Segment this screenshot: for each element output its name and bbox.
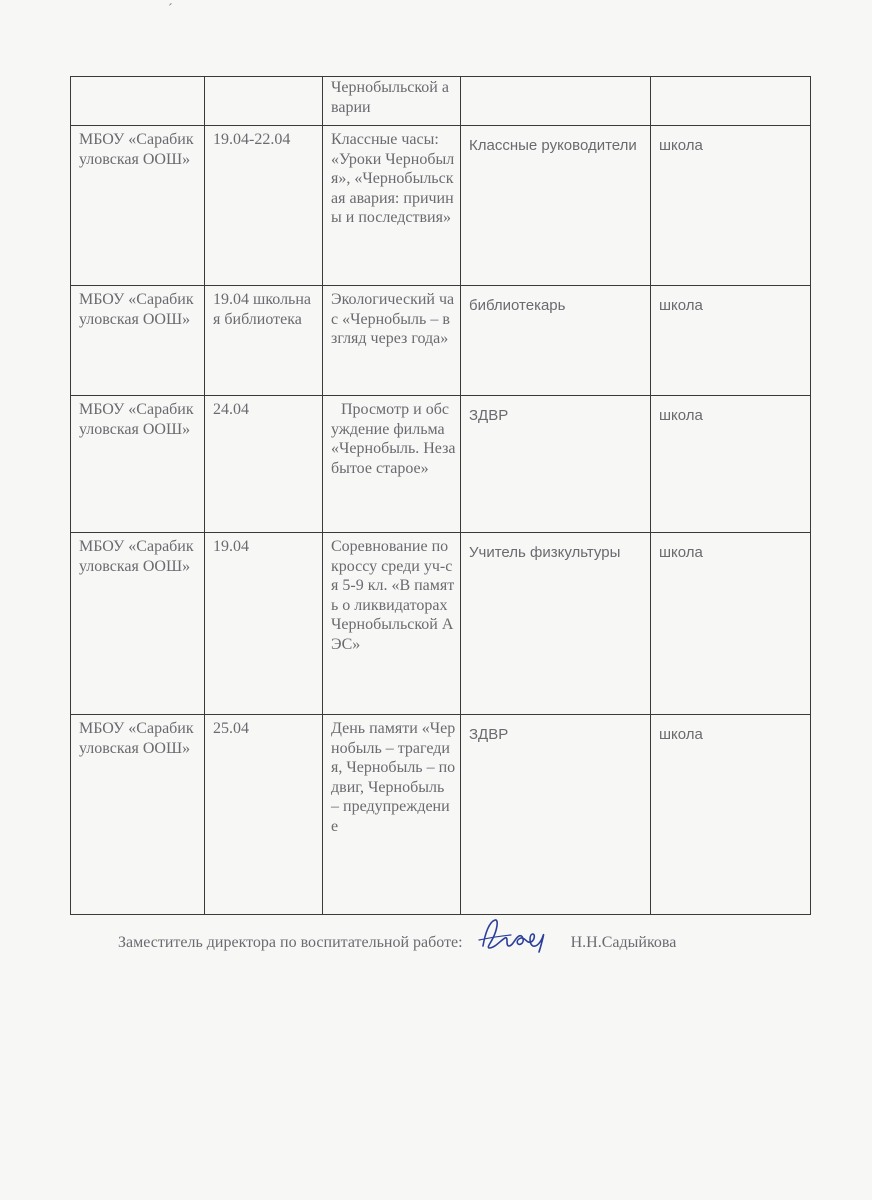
place-cell: школа (651, 715, 811, 915)
date-cell: 24.04 (205, 396, 323, 533)
event-cell: Экологический час «Чернобыль – взгляд через года» (323, 286, 461, 396)
org-cell: МБОУ «Сарабикуловская ООШ» (71, 396, 205, 533)
event-cell: Соревнование по кроссу среди уч-ся 5-9 кл. «В память о ликвидаторах Чернобыльской АЭС» (323, 533, 461, 715)
event-cell: День памяти «Чернобыль – трагедия, Чернобыль – подвиг, Чернобыль – предупреждение (323, 715, 461, 915)
place-cell: школа (651, 533, 811, 715)
scan-speck: ´ (168, 2, 173, 17)
date-cell: 19.04 школьная библиотека (205, 286, 323, 396)
org-cell: МБОУ «Сарабикуловская ООШ» (71, 126, 205, 286)
event-cell: Классные часы: «Уроки Чернобыля», «Чернобыльская авария: причины и последствия» (323, 126, 461, 286)
table-row (71, 533, 811, 715)
event-cell: Чернобыльской аварии (323, 77, 461, 126)
signature-label: Заместитель директора по воспитательной работе: (118, 933, 463, 951)
events-table-wrapper (70, 76, 810, 914)
date-cell (205, 77, 323, 126)
signature-line (118, 930, 818, 956)
responsible-cell (461, 77, 651, 126)
org-cell: МБОУ «Сарабикуловская ООШ» (71, 533, 205, 715)
table-row (71, 715, 811, 915)
responsible-cell: Учитель физкультуры (461, 533, 651, 715)
place-cell: школа (651, 396, 811, 533)
date-cell: 19.04 (205, 533, 323, 715)
responsible-cell: Классные руководители (461, 126, 651, 286)
responsible-cell: библиотекарь (461, 286, 651, 396)
table-row (71, 77, 811, 126)
event-cell: Просмотр и обсуждение фильма «Чернобыль. Незабытое старое» (323, 396, 461, 533)
events-table (70, 76, 811, 915)
org-cell: МБОУ «Сарабикуловская ООШ» (71, 286, 205, 396)
place-cell: школа (651, 126, 811, 286)
table-row (71, 286, 811, 396)
signer-name: Н.Н.Садыйкова (570, 933, 677, 951)
date-cell: 25.04 (205, 715, 323, 915)
responsible-cell: ЗДВР (461, 715, 651, 915)
table-row (71, 126, 811, 286)
place-cell (651, 77, 811, 126)
table-row (71, 396, 811, 533)
org-cell (71, 77, 205, 126)
responsible-cell: ЗДВР (461, 396, 651, 533)
handwritten-signature (475, 916, 555, 956)
org-cell: МБОУ «Сарабикуловская ООШ» (71, 715, 205, 915)
date-cell: 19.04-22.04 (205, 126, 323, 286)
place-cell: школа (651, 286, 811, 396)
